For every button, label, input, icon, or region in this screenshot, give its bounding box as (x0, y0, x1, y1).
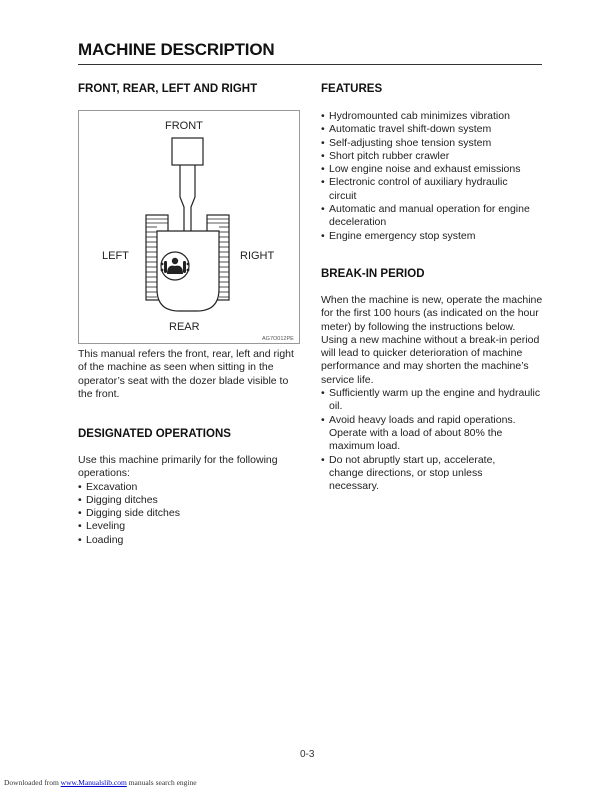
list-item: • Digging side ditches (78, 507, 300, 520)
list-item: • Loading (78, 534, 300, 547)
manualslib-link[interactable]: www.Manualslib.com (60, 778, 127, 787)
breakin-paragraph-2: Using a new machine without a break-in period will lead to quicker deterioration of machine performance and may shorten the machine’s service life. (321, 333, 540, 386)
breakin-heading: BREAK-IN PERIOD (321, 268, 425, 280)
orientation-heading: FRONT, REAR, LEFT AND RIGHT (78, 83, 258, 95)
orientation-figure (78, 110, 300, 344)
list-item: • Short pitch rubber crawler (321, 150, 549, 163)
list-item: • Excavation (78, 481, 300, 494)
list-item: • Digging ditches (78, 494, 300, 507)
download-footer (4, 778, 197, 787)
list-item: • Automatic travel shift-down system (321, 123, 549, 136)
page-number: 0-3 (300, 749, 315, 760)
features-heading: FEATURES (321, 83, 383, 95)
list-item: • Sufficiently warm up the engine and hydraulic oil. (321, 387, 543, 414)
list-item: • Self-adjusting shoe tension system (321, 137, 549, 150)
excavator-top-view-illustration (79, 111, 301, 345)
features-list (321, 110, 549, 243)
figure-label-front: FRONT (165, 120, 203, 132)
list-item: • Hydromounted cab minimizes vibration (321, 110, 549, 123)
list-item: • Do not abruptly start up, accelerate, change directions, or stop unless necessary. (321, 454, 519, 494)
designated-intro: Use this machine primarily for the following operations: (78, 454, 278, 480)
breakin-section (321, 294, 543, 493)
list-item: • Leveling (78, 520, 300, 533)
figure-label-right: RIGHT (240, 250, 275, 262)
breakin-list (321, 387, 543, 493)
figure-code: AG7O012PE (262, 336, 294, 342)
title-divider (78, 64, 542, 65)
figure-label-rear: REAR (169, 321, 200, 333)
page-title: MACHINE DESCRIPTION (78, 40, 275, 59)
list-item: • Engine emergency stop system (321, 230, 549, 243)
orientation-paragraph: This manual refers the front, rear, left and right of the machine as seen when sitting in the operator’s seat with the dozer blade visible to the front. (78, 348, 294, 400)
footer-prefix: Downloaded from (4, 778, 61, 787)
list-item: • Low engine noise and exhaust emissions (321, 163, 549, 176)
list-item: • Automatic and manual operation for engine deceleration (321, 203, 549, 230)
breakin-paragraph-1: When the machine is new, operate the machine for the first 100 hours (as indicated on the hour meter) by following the instructions below. (321, 294, 543, 333)
designated-heading: DESIGNATED OPERATIONS (78, 428, 231, 440)
list-item: • Avoid heavy loads and rapid operations. Operate with a load of about 80% the maximum load. (321, 414, 543, 454)
designated-list (78, 481, 300, 547)
designated-section (78, 454, 300, 547)
footer-suffix: manuals search engine (126, 778, 197, 787)
list-item: • Electronic control of auxiliary hydraulic circuit (321, 176, 529, 203)
figure-label-left: LEFT (102, 250, 129, 262)
features-section (321, 110, 549, 243)
